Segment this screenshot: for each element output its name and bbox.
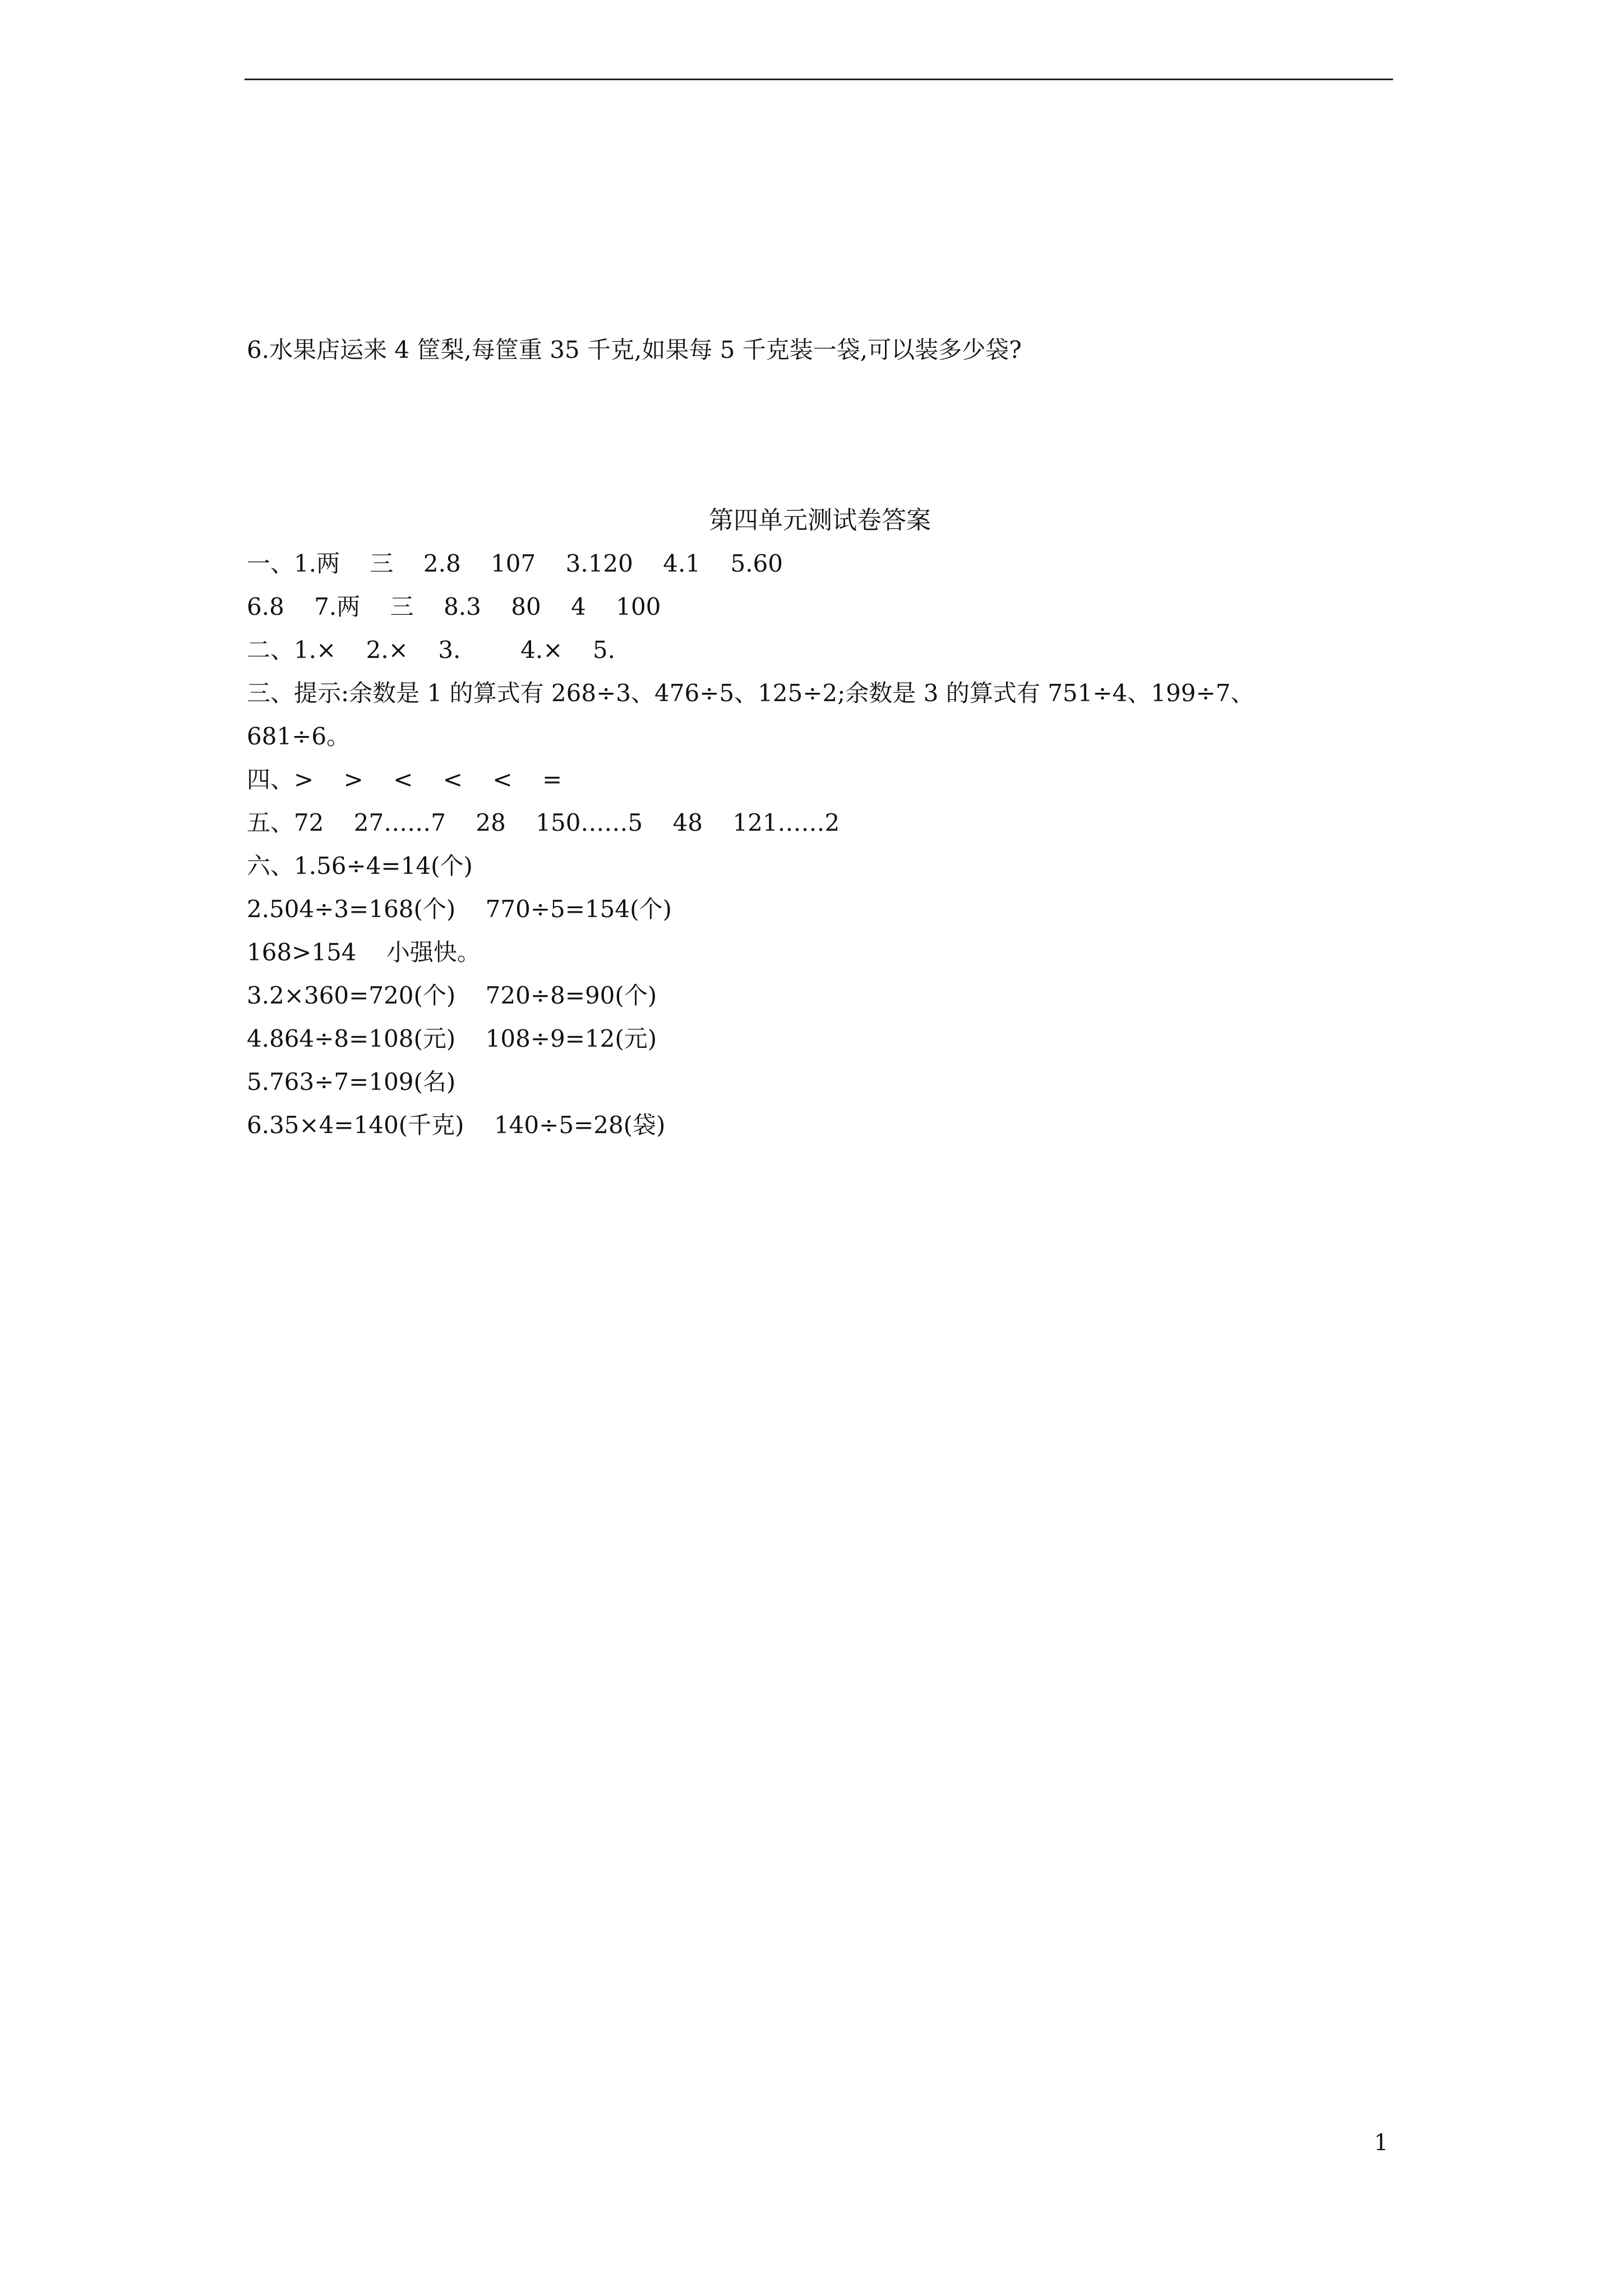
answer-line-10: 168>154 小强快。: [247, 938, 481, 966]
answer-line-6: 四、> > < < < =: [247, 766, 562, 793]
answer-line-1: 一、1.两 三 2.8 107 3.120 4.1 5.60: [247, 550, 783, 577]
answer-line-9: 2.504÷3=168(个) 770÷5=154(个): [247, 895, 672, 923]
answer-line-14: 6.35×4=140(千克) 140÷5=28(袋): [247, 1111, 666, 1139]
answer-line-2: 6.8 7.两 三 8.3 80 4 100: [247, 593, 661, 620]
answer-key-title: 第四单元测试卷答案: [709, 506, 931, 535]
answer-line-8: 六、1.56÷4=14(个): [247, 852, 473, 880]
header-rule: [245, 79, 1393, 80]
answer-line-12: 4.864÷8=108(元) 108÷9=12(元): [247, 1025, 657, 1052]
answer-line-4: 三、提示:余数是 1 的算式有 268÷3、476÷5、125÷2;余数是 3 的算式有 751÷4、199÷7、: [247, 679, 1255, 707]
page-number: 1: [1374, 2130, 1389, 2156]
answer-line-3: 二、1.× 2.× 3. 4.× 5.: [247, 636, 615, 664]
answer-line-13: 5.763÷7=109(名): [247, 1068, 456, 1096]
answer-line-5: 681÷6。: [247, 723, 351, 750]
answer-line-11: 3.2×360=720(个) 720÷8=90(个): [247, 982, 657, 1009]
answer-line-7: 五、72 27……7 28 150……5 48 121……2: [247, 809, 840, 836]
question-6: 6.水果店运来 4 筐梨,每筐重 35 千克,如果每 5 千克装一袋,可以装多少袋?: [247, 336, 1022, 364]
